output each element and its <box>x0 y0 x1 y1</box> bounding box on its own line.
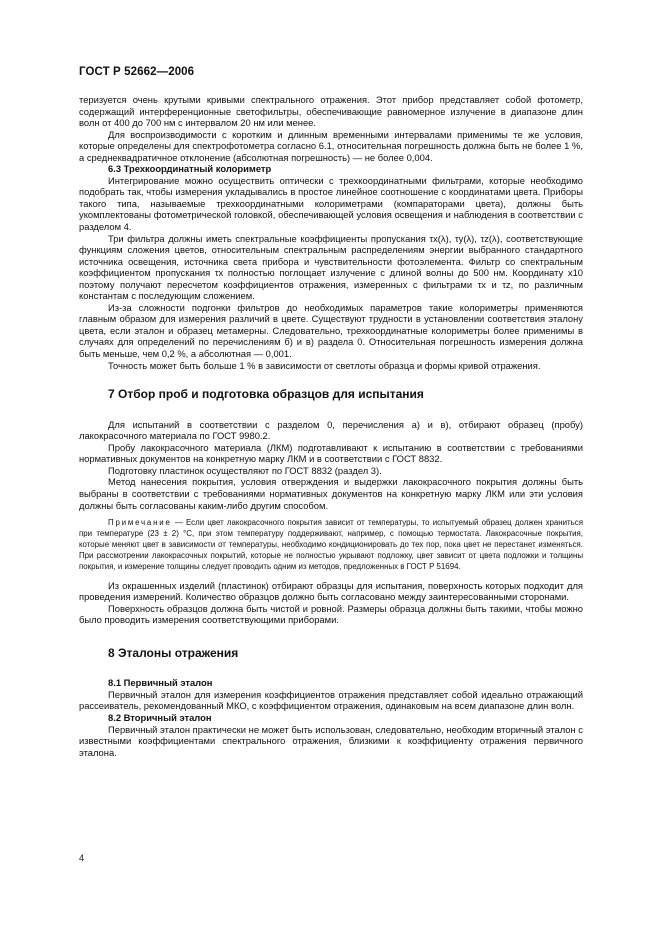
subsection-heading-6-3: 6.3 Трехкоординатный колориметр <box>108 163 272 175</box>
page-number: 4 <box>79 853 85 863</box>
paragraph: Первичный эталон для измерения коэффициентов отражения представляет собой идеально отражающий рассеиватель, рекомендованный МКО, с коэффициентом отражения, одинаковым на всем диапазоне длин волн. <box>79 688 583 712</box>
paragraph: Поверхность образцов должна быть чистой и ровной. Размеры образца должны быть такими, чтобы можно было проводить измерения соответствующими приборами. <box>79 602 583 626</box>
subsection-heading-8-2: 8.2 Вторичный эталон <box>108 711 212 723</box>
paragraph: Три фильтра должны иметь спектральные коэффициенты пропускания τx(λ), τy(λ), τz(λ), соответствующие функциям сложения цветов, относительным спектральным распределениям энергии выбранного стандартного источника освещения, источника света прибора и чувствительности фотоэлемента. Фильтр со спектральным коэффициентом пропускания τx полностью поглощает излучение с длиной волны до 500 нм. Координату x10 поэтому получают пересчетом коэффициентов отражения, измеренных с фильтрами τx и τz, по различным константам с последующим сложением. <box>79 232 583 302</box>
paragraph: Точность может быть больше 1 % в зависимости от светлоты образца и формы кривой отражения. <box>108 359 541 371</box>
note <box>79 518 583 573</box>
paragraph: Метод нанесения покрытия, условия отверждения и выдержки лакокрасочного покрытия должны быть выбраны в соответствии с требованиями нормативных документов на конкретную марку ЛКМ или эти условия должны быть согласованы каким-либо другим способом. <box>79 476 583 511</box>
paragraph: Для испытаний в соответствии с разделом 0, перечисления а) и в), отбирают образец (пробу) лакокрасочного материала по ГОСТ 9980.2. <box>79 418 583 442</box>
paragraph: теризуется очень крутыми кривыми спектрального отражения. Этот прибор представляет собой фотометр, содержащий интерференционные светофильтры, обеспечивающие равномерное излучение в диапазоне длин волн от 400 до 700 нм с интервалом 20 нм или менее. <box>79 94 583 129</box>
paragraph: Первичный эталон практически не может быть использован, следовательно, необходим вторичный эталон с известными коэффициентами спектрального отражения, близкими к коэффициенту отражения первичного эталона. <box>79 723 583 758</box>
subsection-heading-8-1: 8.1 Первичный эталон <box>108 677 213 689</box>
page-header: ГОСТ Р 52662—2006 <box>79 66 195 78</box>
paragraph: Из-за сложности подгонки фильтров до необходимых параметров такие колориметры применяются главным образом для измерения различий в цвете. Существуют трудности в установлении соответствия эталону цвета, если эталон и образец метамерны. Следовательно, трехкоординатные колориметры более применимы в случаях для определений по перечислениям б) и в) раздела 0. Относительная погрешность измерения должна быть меньше, чем 0,2 %, а абсолютная — 0,001. <box>79 301 583 360</box>
section-heading-8: 8 Эталоны отражения <box>108 645 239 660</box>
paragraph: Для воспроизводимости с коротким и длинным временными интервалами применимы те же условия, которые определены для спектрофотометра согласно 6.1, относительная погрешность должна быть не более 1 %, а среднеквадратичное отклонение (абсолютная погрешность) — не более 0,004. <box>79 128 583 163</box>
section-heading-7: 7 Отбор проб и подготовка образцов для испытания <box>108 387 424 402</box>
note-label: Примечание <box>108 518 172 528</box>
document-body <box>79 94 583 758</box>
note-text: — Если цвет лакокрасочного покрытия зависит от температуры, то испытуемый образец должен храниться при температуре (23 ± 2) °С, при этом температуру поддерживают, например, с помощью термостата. Лакокрасочные покрытия, которые меняют цвет в зависимости от температуры, необходимо кондиционировать до тех пор, пока цвет не перестанет изменяться. При рассмотрении лакокрасочных покрытий, которые не полностью укрывают подложку, цвет зависит от цвета подложки и толщины покрытия, и измерение толщины следует проводить одним из методов, предложенных в ГОСТ Р 51694. <box>79 518 583 571</box>
paragraph: Подготовку пластинок осуществляют по ГОСТ 8832 (раздел 3). <box>108 464 382 476</box>
paragraph: Интегрирование можно осуществить оптически с трехкоординатными фильтрами, которые необходимо подобрать так, чтобы измерения укладывались в простое линейное соотношение с координатами цвета. Приборы такого типа, называемые трехкоординатными колориметрами (компараторами цвета), должны быть укомплектованы фотометрической головкой, обеспечивающей условия освещения и наблюдения в соответствии с разделом 4. <box>79 174 583 233</box>
paragraph: Пробу лакокрасочного материала (ЛКМ) подготавливают к испытанию в соответствии с требованиями нормативных документов на конкретную марку ЛКМ и в соответствии с ГОСТ 8832. <box>79 441 583 465</box>
paragraph: Из окрашенных изделий (пластинок) отбирают образцы для испытания, поверхность которых подходит для проведения измерений. Количество образцов должно быть согласовано между заинтересованными сторонами. <box>79 579 583 603</box>
